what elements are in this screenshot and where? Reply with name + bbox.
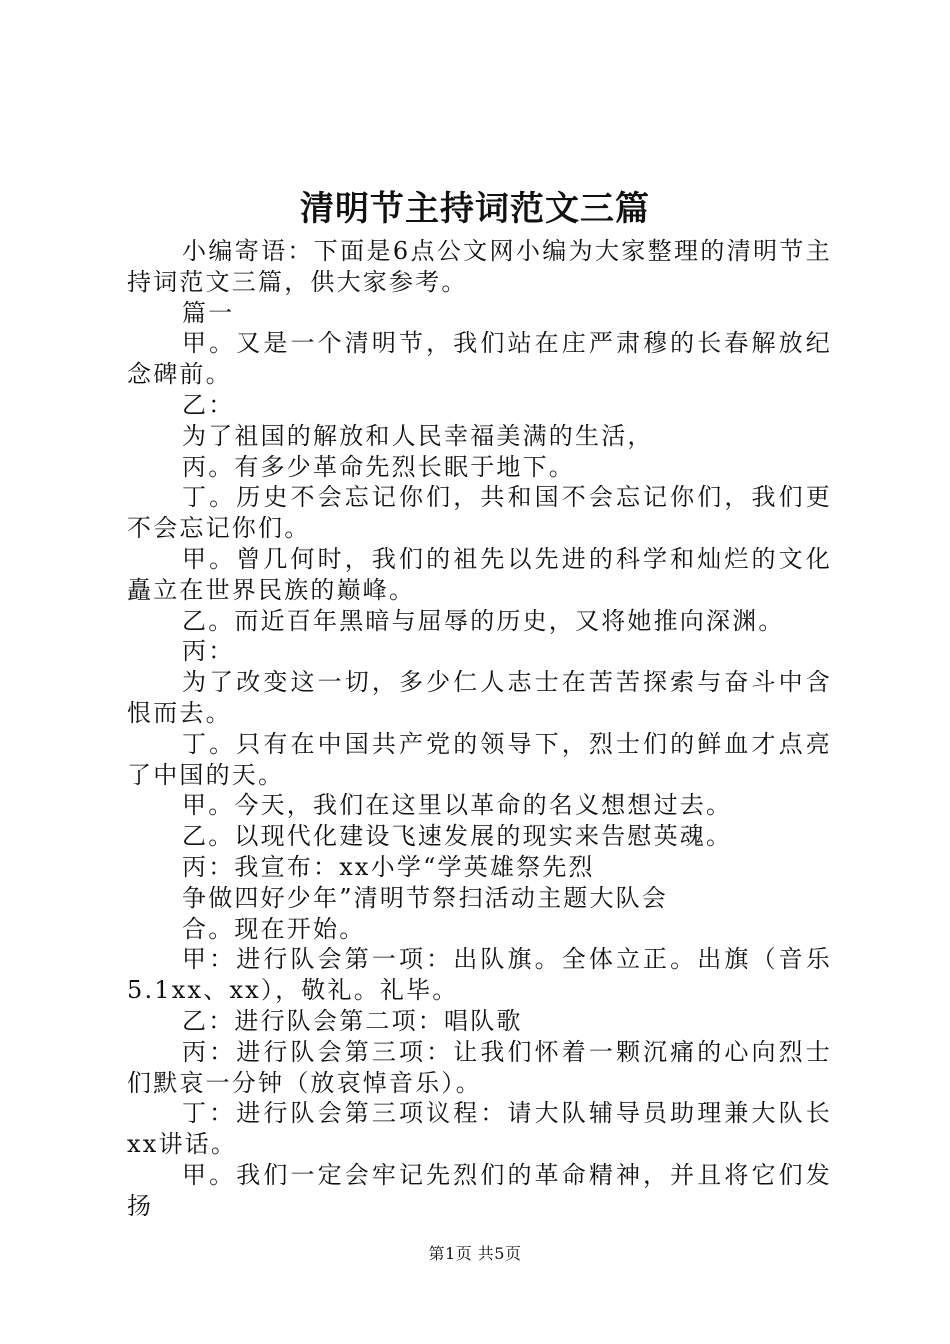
paragraph: 丁。只有在中国共产党的领导下，烈士们的鲜血才点亮了中国的天。 — [127, 729, 832, 789]
paragraph: 丙： — [182, 637, 235, 666]
document-title: 清明节主持词范文三篇 — [300, 189, 650, 229]
paragraph: 乙： — [182, 390, 235, 419]
paragraph: 乙。以现代化建设飞速发展的现实来告慰英魂。 — [182, 822, 733, 851]
paragraph-intro: 小编寄语：下面是6点公文网小编为大家整理的清明节主持词范文三篇，供大家参考。 — [127, 237, 832, 296]
paragraph: 丙：我宣布：xx小学“学英雄祭先烈 — [182, 852, 595, 881]
paragraph: 合。现在开始。 — [182, 914, 366, 943]
page-footer: 第1页 共5页 — [428, 1244, 522, 1263]
paragraph: 甲。我们一定会牢记先烈们的革命精神，并且将它们发扬 — [127, 1160, 832, 1220]
paragraph: 乙。而近百年黑暗与屈辱的历史，又将她推向深渊。 — [182, 606, 785, 635]
paragraph: 丙。有多少革命先烈长眠于地下。 — [182, 452, 575, 481]
paragraph: 为了改变这一切，多少仁人志士在苦苦探索与奋斗中含恨而去。 — [127, 668, 832, 727]
paragraph: 甲。曾几何时，我们的祖先以先进的科学和灿烂的文化矗立在世界民族的巅峰。 — [127, 544, 832, 604]
paragraph: 丙：进行队会第三项：让我们怀着一颗沉痛的心向烈士们默哀一分钟（放哀悼音乐）。 — [127, 1037, 832, 1097]
paragraph: 甲：进行队会第一项：出队旗。全体立正。出旗（音乐5.1xx、xx），敬礼。礼毕。 — [127, 945, 832, 1005]
paragraph: 为了祖国的解放和人民幸福美满的生活， — [182, 421, 654, 450]
paragraph: 丁。历史不会忘记你们，共和国不会忘记你们，我们更不会忘记你们。 — [127, 483, 832, 543]
paragraph: 丁：进行队会第三项议程：请大队辅导员助理兼大队长xx讲话。 — [127, 1099, 832, 1159]
paragraph: 甲。今天，我们在这里以革命的名义想想过去。 — [182, 791, 733, 820]
paragraph: 甲。又是一个清明节，我们站在庄严肃穆的长春解放纪念碑前。 — [127, 329, 832, 389]
document-body — [127, 236, 832, 1222]
paragraph: 乙：进行队会第二项：唱队歌 — [182, 1006, 523, 1035]
paragraph-section-heading: 篇一 — [182, 298, 235, 327]
paragraph: 争做四好少年”清明节祭扫活动主题大队会 — [182, 883, 669, 912]
